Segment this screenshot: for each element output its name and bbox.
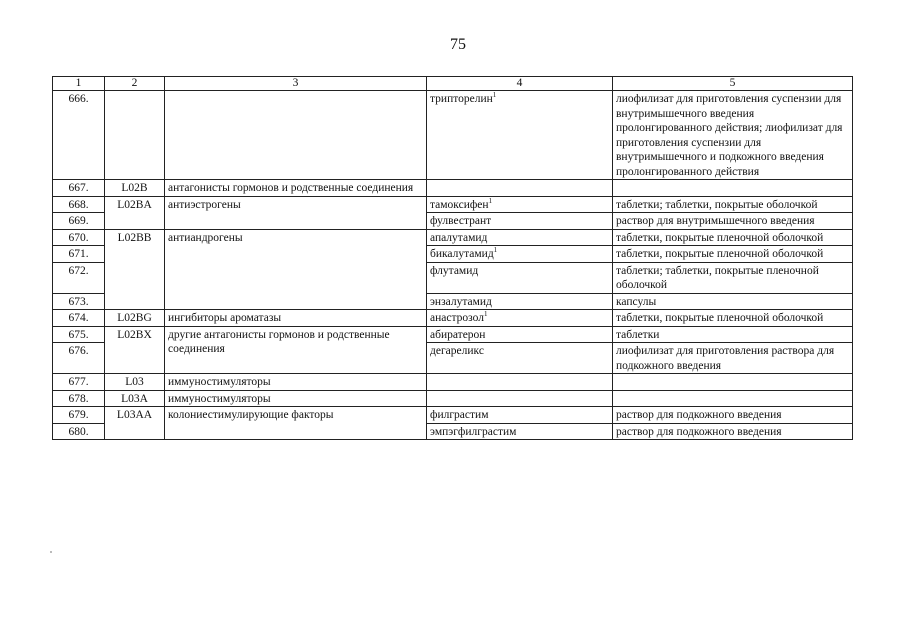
table-row [53, 407, 853, 424]
drug-name-cell [427, 310, 613, 327]
group-name: иммуностимуляторы [165, 390, 427, 407]
scan-speck [50, 551, 52, 553]
drug-name-cell [427, 196, 613, 213]
dosage-form: капсулы [613, 293, 853, 310]
footnote-mark: 1 [492, 91, 497, 100]
group-name: другие антагонисты гормонов и родственные соединения [165, 326, 427, 374]
row-number: 671. [53, 246, 105, 263]
drug-name: дегареликс [427, 343, 613, 374]
row-number: 680. [53, 423, 105, 440]
atc-code: L02B [105, 180, 165, 197]
table-row [53, 374, 853, 391]
drug-name-cell [427, 91, 613, 180]
group-name: антагонисты гормонов и родственные соединения [165, 180, 427, 197]
group-name: колониестимулирующие факторы [165, 407, 427, 440]
atc-code: L02BA [105, 196, 165, 229]
drug-name: трипторелин [430, 93, 493, 105]
row-number: 676. [53, 343, 105, 374]
atc-code: L02BB [105, 229, 165, 310]
column-header: 4 [427, 77, 613, 91]
footnote-mark: 1 [488, 196, 493, 205]
row-number: 668. [53, 196, 105, 213]
table-row [53, 326, 853, 343]
drug-name: филграстим [427, 407, 613, 424]
drug-name: абиратерон [427, 326, 613, 343]
group-name: иммуностимуляторы [165, 374, 427, 391]
row-number: 674. [53, 310, 105, 327]
dosage-form: таблетки; таблетки, покрытые пленочной оболочкой [613, 262, 853, 293]
table-row [53, 196, 853, 213]
drug-name: тамоксифен [430, 198, 489, 211]
row-number: 675. [53, 326, 105, 343]
dosage-form: таблетки [613, 326, 853, 343]
dosage-form-cell [613, 390, 853, 407]
table-row [53, 390, 853, 407]
page-number: 75 [450, 36, 466, 53]
drug-name: энзалутамид [427, 293, 613, 310]
drug-name: флутамид [427, 262, 613, 293]
row-number: 667. [53, 180, 105, 197]
dosage-form: лиофилизат для приготовления раствора для подкожного введения [613, 343, 853, 374]
atc-code: L02BX [105, 326, 165, 374]
atc-code: L02BG [105, 310, 165, 327]
dosage-form: таблетки, покрытые пленочной оболочкой [613, 229, 853, 246]
row-number: 669. [53, 213, 105, 230]
drug-name-cell [427, 180, 613, 197]
table-header-row [53, 77, 853, 91]
row-number: 666. [53, 91, 105, 180]
drug-name: фулвестрант [427, 213, 613, 230]
group-name: антиэстрогены [165, 196, 427, 229]
group-cell [165, 91, 427, 180]
column-header: 3 [165, 77, 427, 91]
atc-code: L03A [105, 390, 165, 407]
atc-code: L03 [105, 374, 165, 391]
dosage-form-cell [613, 374, 853, 391]
atc-code: L03AA [105, 407, 165, 440]
dosage-form: лиофилизат для приготовления суспензии для внутримышечного введения пролонгированного действия; лиофилизат для приготовления суспензии для внутримышечного и подкожного введения пролонгированного действия [613, 91, 853, 180]
drug-name: анастрозол [430, 312, 484, 324]
dosage-form: таблетки, покрытые пленочной оболочкой [613, 246, 853, 263]
drug-name: бикалутамид [430, 248, 494, 260]
footnote-mark: 1 [493, 246, 498, 255]
row-number: 679. [53, 407, 105, 424]
drug-name-cell [427, 374, 613, 391]
drug-name-cell [427, 246, 613, 263]
table-row [53, 310, 853, 327]
row-number: 678. [53, 390, 105, 407]
dosage-form: раствор для внутримышечного введения [613, 213, 853, 230]
row-number: 672. [53, 262, 105, 293]
column-header: 2 [105, 77, 165, 91]
drug-name: апалутамид [427, 229, 613, 246]
group-name: ингибиторы ароматазы [165, 310, 427, 327]
table-row [53, 91, 853, 180]
row-number: 673. [53, 293, 105, 310]
dosage-form: таблетки; таблетки, покрытые оболочкой [613, 196, 853, 213]
table-row [53, 180, 853, 197]
row-number: 677. [53, 374, 105, 391]
drug-name-cell [427, 390, 613, 407]
atc-code-cell [105, 91, 165, 180]
row-number: 670. [53, 229, 105, 246]
column-header: 1 [53, 77, 105, 91]
column-header: 5 [613, 77, 853, 91]
drug-name: эмпэгфилграстим [427, 423, 613, 440]
table-row [53, 229, 853, 246]
group-name: антиандрогены [165, 229, 427, 310]
dosage-form: раствор для подкожного введения [613, 423, 853, 440]
drug-table [52, 76, 853, 440]
dosage-form: раствор для подкожного введения [613, 407, 853, 424]
footnote-mark: 1 [483, 310, 488, 319]
dosage-form-cell [613, 180, 853, 197]
dosage-form: таблетки, покрытые пленочной оболочкой [613, 310, 853, 327]
